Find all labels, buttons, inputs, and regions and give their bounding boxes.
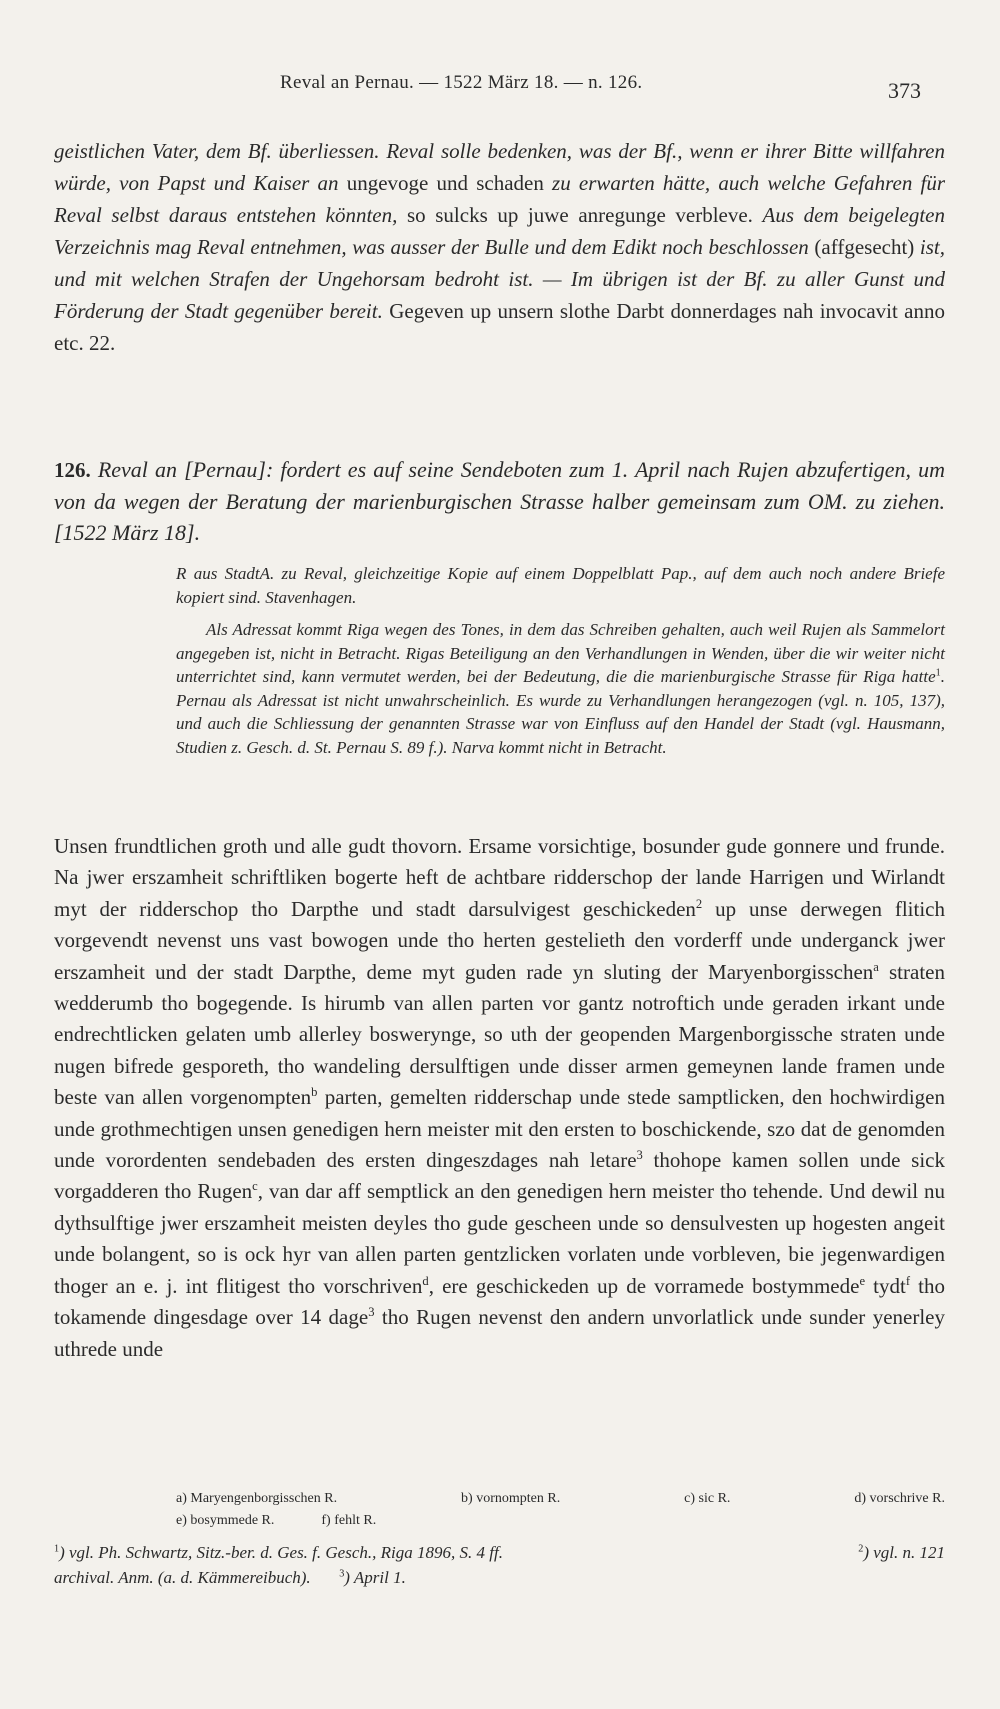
- footnote-marker: 3: [636, 1148, 643, 1163]
- apparatus-note: a) Maryengenborgisschen R.: [176, 1491, 338, 1506]
- apparatus-note: e) bosymmede R.: [176, 1513, 275, 1528]
- apparatus-marker: f: [905, 1273, 911, 1288]
- intro-text: geistlichen Vater, dem Bf. überliessen. Reval solle bedenken, was der Bf., wenn er ihrer Bitte willfahren würde, von Papst und Kaiser an: [54, 139, 945, 195]
- footnotes: [54, 1540, 945, 1590]
- apparatus-marker: b: [311, 1085, 318, 1100]
- commentary-text: . Pernau als Adressat ist nicht unwahrscheinlich. Es wurde zu Verhandlungen herangezogen (vgl. n. 105, 137), und auch die Schliessung der genannten Strasse war von Einfluss auf den Handel der Stadt (vgl. Hausmann, Studien z. Gesch. d. St. Pernau S. 89 f.). Narva kommt nicht in Betracht.: [176, 667, 945, 757]
- footnote-text: ) vgl. n. 121: [863, 1543, 945, 1562]
- letter-segment: , ere geschickeden up de vorramede bostymmede: [428, 1273, 860, 1298]
- apparatus-marker: a: [873, 959, 879, 974]
- entry-regest: Reval an [Pernau]: fordert es auf seine Sendeboten zum 1. April nach Rujen abzufertigen, um von da wegen der Beratung der marienburgischen Strasse halber gemeinsam zum OM. zu ziehen. [1522 März 18].: [54, 457, 945, 545]
- letter-segment: up unse derwegen flitich vorgevendt nevenst uns vast bowogen unde tho herten gestelieth den vorderff unde underganck jwer erszamheit und der stadt Darpthe, deme myt guden rade yn sluting der Maryenborgisschen: [54, 896, 945, 984]
- intro-text: ungevoge und schaden: [346, 171, 544, 195]
- letter-segment: Unsen frundtlichen groth und alle gudt thovorn. Ersame vorsichtige, bosunder gude gonnere und frunde. Na jwer erszamheit schriftliken bogerte heft de achtbare ridderschop der lande Harrigen und Wirlandt myt der ridderschop tho Darpthe und stadt darsulvigest geschickeden: [54, 834, 945, 921]
- footnote-marker: 1: [935, 667, 941, 679]
- letter-text: [54, 831, 945, 1365]
- apparatus-marker: d: [422, 1273, 429, 1288]
- apparatus-note: c) sic R.: [684, 1491, 731, 1506]
- intro-text: so sulcks up juwe anregunge verbleve.: [406, 203, 753, 227]
- page-number: 373: [888, 78, 921, 103]
- footnote-2: [858, 1540, 945, 1565]
- entry-number: 126.: [54, 458, 91, 482]
- apparatus-marker: e: [859, 1273, 866, 1288]
- letter-segment: , van dar aff semptlick an den genedigen hern meister tho tehende. Und dewil nu dythsulftige jwer erszamheit meisten deyles tho gude gescheen unde so densulvesten up hogesten angeit unde bolangent, so is ock hyr van allen parten gentzlicken vorlaten unde vorbleven, bie jegenwardigen thoger an e. j. int flitigest tho vorschriven: [54, 1179, 946, 1298]
- footnote-3: [339, 1568, 406, 1587]
- letter-segment: tho tokamende dingesdage over 14 dage: [54, 1273, 946, 1330]
- letter-segment: tho Rugen nevenst den andern unvorlatlick unde sunder yenerley uthrede unde: [54, 1305, 945, 1361]
- apparatus-marker: c: [252, 1179, 258, 1194]
- intro-text: ist, und mit welchen Strafen der Ungehorsam bedroht ist. — Im übrigen ist der Bf. zu aller Gunst und Förderung der Stadt gegenüber bereit.: [54, 235, 946, 323]
- footnote-marker: 3: [339, 1568, 345, 1580]
- running-header: Reval an Pernau. — 1522 März 18. — n. 126.: [280, 72, 643, 93]
- letter-segment: straten wedderumb tho bogegende. Is hirumb van allen parten vor gantz notroftich unde geraden irkant unde endrechtlicken gelaten umb allerley boswerynge, so uth der geopenden Margenborgissche straten unde nugen bifrede gesporeth, tho wandeling dersulftigen unde disser armen gemeynen lande framen unde beste van allen vorgenompten: [54, 959, 945, 1110]
- intro-text: (affgesecht): [814, 235, 915, 259]
- commentary-text: Als Adressat kommt Riga wegen des Tones, in dem das Schreiben gehalten, auch weil Rujen als Sammelort angegeben ist, nicht in Betracht. Rigas Beteiligung an den Verhandlungen in Wenden, über die wir weiter nicht unterrichtet sind, kann vermutet werden, bei der Bedeutung, die die marienburgische Strasse für Riga hatte: [176, 620, 945, 686]
- apparatus-note: d) vorschrive R.: [854, 1491, 945, 1506]
- footnote-text: ) vgl. Ph. Schwartz, Sitz.-ber. d. Ges. f. Gesch., Riga 1896, S. 4 ff.: [59, 1543, 503, 1562]
- footnote-marker: 2: [695, 896, 703, 911]
- letter-segment: thohope kamen sollen unde sick vorgadderen tho Rugen: [54, 1148, 945, 1204]
- letter-segment: parten, gemelten ridderschap unde stede samptlicken, den hochwirdigen unde grothmechtigen unsen genedigen hern meister mit den ersten to boschickende, szo dat de genomden unde vorordenten sendebaden des ersten dingeszdages nah letare: [54, 1085, 945, 1173]
- footnote-marker: 3: [368, 1305, 375, 1320]
- entry-headline: [54, 454, 945, 548]
- intro-paragraph: [54, 135, 945, 359]
- footnote-1: [54, 1540, 503, 1565]
- apparatus-note: f) fehlt R.: [321, 1513, 377, 1528]
- intro-text: zu erwarten hätte, auch welche Gefahren für Reval selbst daraus entstehen könnten,: [54, 171, 946, 227]
- footnote-marker: 1: [54, 1543, 60, 1555]
- source-description: R aus StadtA. zu Reval, gleichzeitige Kopie auf einem Doppelblatt Pap., auf dem auch noch andere Briefe kopiert sind. Stavenhagen.: [176, 564, 945, 607]
- critical-apparatus: [176, 1488, 945, 1532]
- letter-segment: tydt: [865, 1273, 906, 1298]
- source-commentary: [176, 618, 945, 759]
- footnote-text: archival. Anm. (a. d. Kämmereibuch).: [54, 1568, 311, 1587]
- footnote-text: ) April 1.: [344, 1568, 406, 1587]
- apparatus-note: b) vornompten R.: [461, 1491, 561, 1506]
- footnote-marker: 2: [858, 1543, 864, 1555]
- intro-text: Gegeven up unsern slothe Darbt donnerdages nah invocavit anno etc. 22.: [54, 299, 946, 355]
- intro-text: Aus dem beigelegten Verzeichnis mag Reval entnehmen, was ausser der Bulle und dem Edikt noch beschlossen: [54, 203, 945, 259]
